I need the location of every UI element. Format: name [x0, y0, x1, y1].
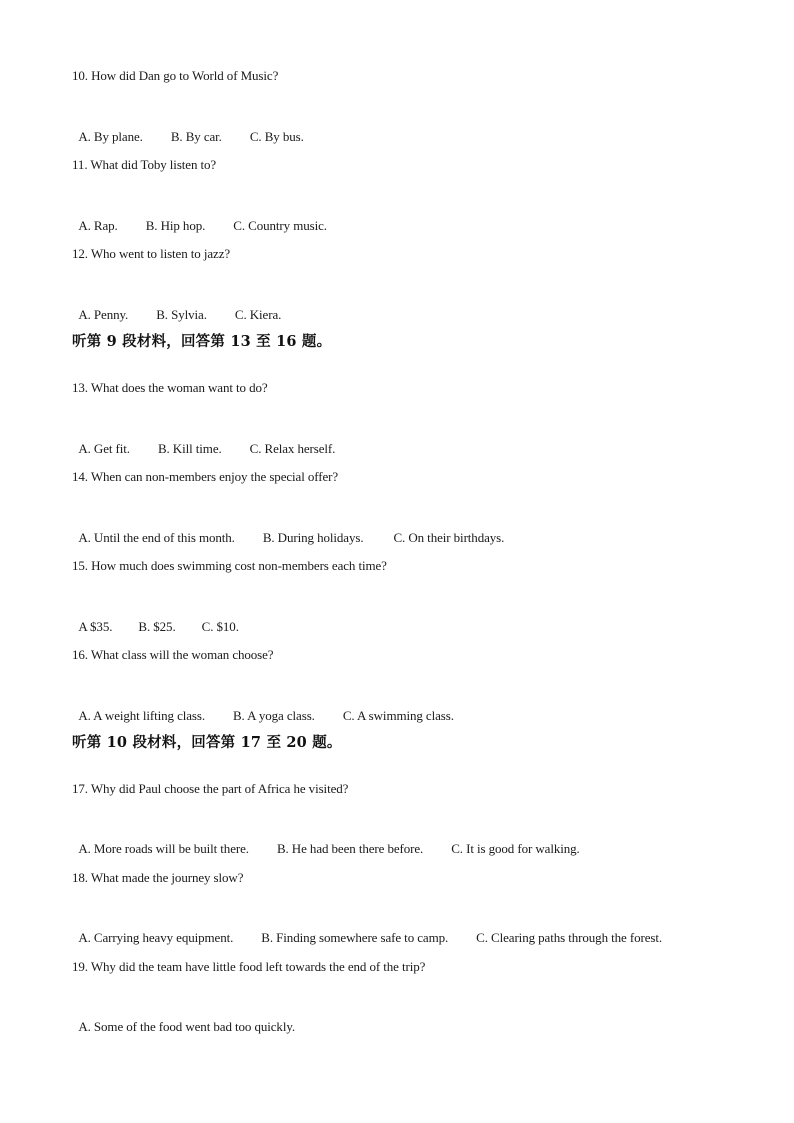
options-16	[72, 692, 454, 724]
option-b: B. Finding somewhere safe to camp.	[261, 930, 449, 945]
section-heading-10: 听第 10 段材料，回答第 17 至 20 题。	[72, 734, 342, 751]
question-14: 14. When can non-members enjoy the special offer?	[72, 469, 339, 484]
option-a: A $35.	[78, 619, 113, 634]
option-b: B. He had been there before.	[276, 841, 424, 856]
option-a: A. By plane.	[78, 129, 143, 144]
question-12: 12. Who went to listen to jazz?	[72, 246, 231, 261]
option-a: A. Penny.	[78, 307, 129, 322]
option-b: B. Sylvia.	[156, 307, 207, 322]
question-13: 13. What does the woman want to do?	[72, 380, 268, 395]
section-heading-9: 听第 9 段材料，回答第 13 至 16 题。	[72, 333, 332, 350]
question-19: 19. Why did the team have little food left towards the end of the trip?	[72, 959, 426, 974]
option-c: C. Kiera.	[234, 307, 282, 322]
option-c: C. $10.	[201, 619, 239, 634]
options-15	[72, 603, 239, 635]
option-c: C. Country music.	[233, 218, 327, 233]
option-b: B. By car.	[170, 129, 222, 144]
question-15: 15. How much does swimming cost non-members each time?	[72, 558, 387, 573]
option-b: B. Kill time.	[157, 441, 222, 456]
question-11: 11. What did Toby listen to?	[72, 157, 217, 172]
option-a: A. Until the end of this month.	[78, 530, 235, 545]
question-16: 16. What class will the woman choose?	[72, 647, 274, 662]
option-b: B. During holidays.	[262, 530, 364, 545]
option-c: C. On their birthdays.	[393, 530, 505, 545]
option-c: C. It is good for walking.	[451, 841, 580, 856]
options-14	[72, 514, 504, 546]
option-c: C. A swimming class.	[342, 708, 454, 723]
option-b: B. $25.	[138, 619, 176, 634]
option-b: B. Hip hop.	[145, 218, 206, 233]
options-11	[72, 202, 327, 234]
option-a: A. A weight lifting class.	[78, 708, 205, 723]
question-17: 17. Why did Paul choose the part of Africa he visited?	[72, 781, 349, 796]
question-18: 18. What made the journey slow?	[72, 870, 244, 885]
option-c: C. By bus.	[249, 129, 304, 144]
options-17	[72, 825, 580, 857]
option-a: A. Carrying heavy equipment.	[78, 930, 234, 945]
options-18	[72, 914, 662, 946]
option-b: B. A yoga class.	[232, 708, 315, 723]
question-10: 10. How did Dan go to World of Music?	[72, 68, 279, 83]
option-c: C. Relax herself.	[249, 441, 336, 456]
option-a: A. Some of the food went bad too quickly.	[78, 1019, 296, 1034]
option-a: A. Rap.	[78, 218, 118, 233]
options-19	[72, 1003, 295, 1035]
option-c: C. Clearing paths through the forest.	[476, 930, 663, 945]
options-13	[72, 425, 335, 457]
options-12	[72, 291, 281, 323]
option-a: A. Get fit.	[78, 441, 130, 456]
options-10	[72, 113, 304, 145]
option-a: A. More roads will be built there.	[78, 841, 249, 856]
